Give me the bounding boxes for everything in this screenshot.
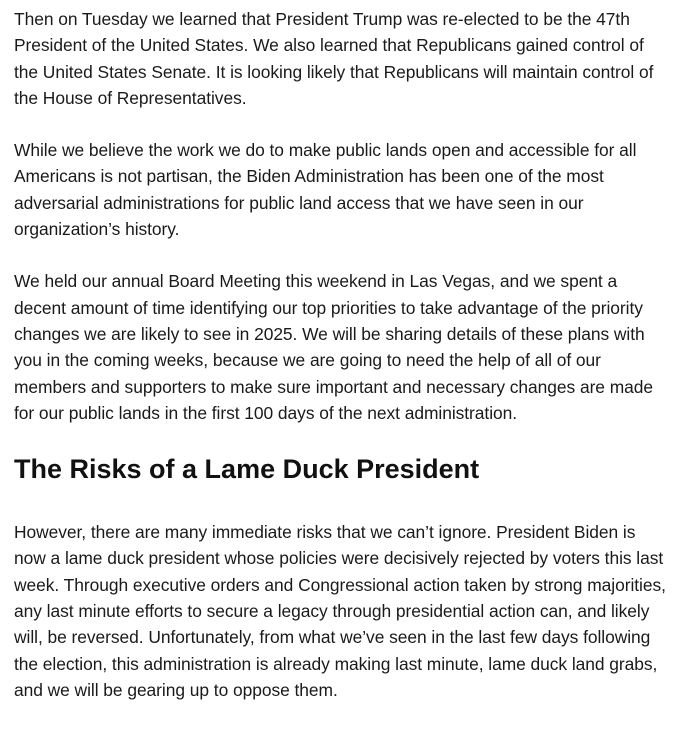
section-heading: The Risks of a Lame Duck President — [14, 454, 480, 485]
paragraph-lame-duck-risks: However, there are many immediate risks that we can’t ignore. President Biden is now a lame duck president whose policies were decisively rejected by voters this last week. Through executive orders and Congressional action taken by strong majorities, any last minute efforts to secure a legacy through presidential action can, and likely will, be reversed. Unfortunately, from what we’ve seen in the last few days following the election, this administration is already making last minute, lame duck land grabs, and we will be gearing up to oppose them. — [14, 522, 666, 700]
paragraph-election-results: Then on Tuesday we learned that President Trump was re-elected to be the 47th President of the United States. We also learned that Republicans gained control of the United States Senate. It is looking likely that Republicans will maintain control of the House of Representatives. — [14, 9, 654, 108]
paragraph-biden-administration: While we believe the work we do to make public lands open and accessible for all Americans is not partisan, the Biden Administration has been one of the most adversarial administrations for public land access that we have seen in our organization’s history. — [14, 140, 637, 240]
paragraph-board-meeting: We held our annual Board Meeting this weekend in Las Vegas, and we spent a decent amount of time identifying our top priorities to take advantage of the priority changes we are likely to see in 2025. We will be sharing details of these plans with you in the coming weeks, because we are going to need the help of all of our members and supporters to make sure important and necessary changes are made for our public lands in the first 100 days of the next administration. — [14, 271, 654, 423]
article-body — [14, 6, 682, 729]
